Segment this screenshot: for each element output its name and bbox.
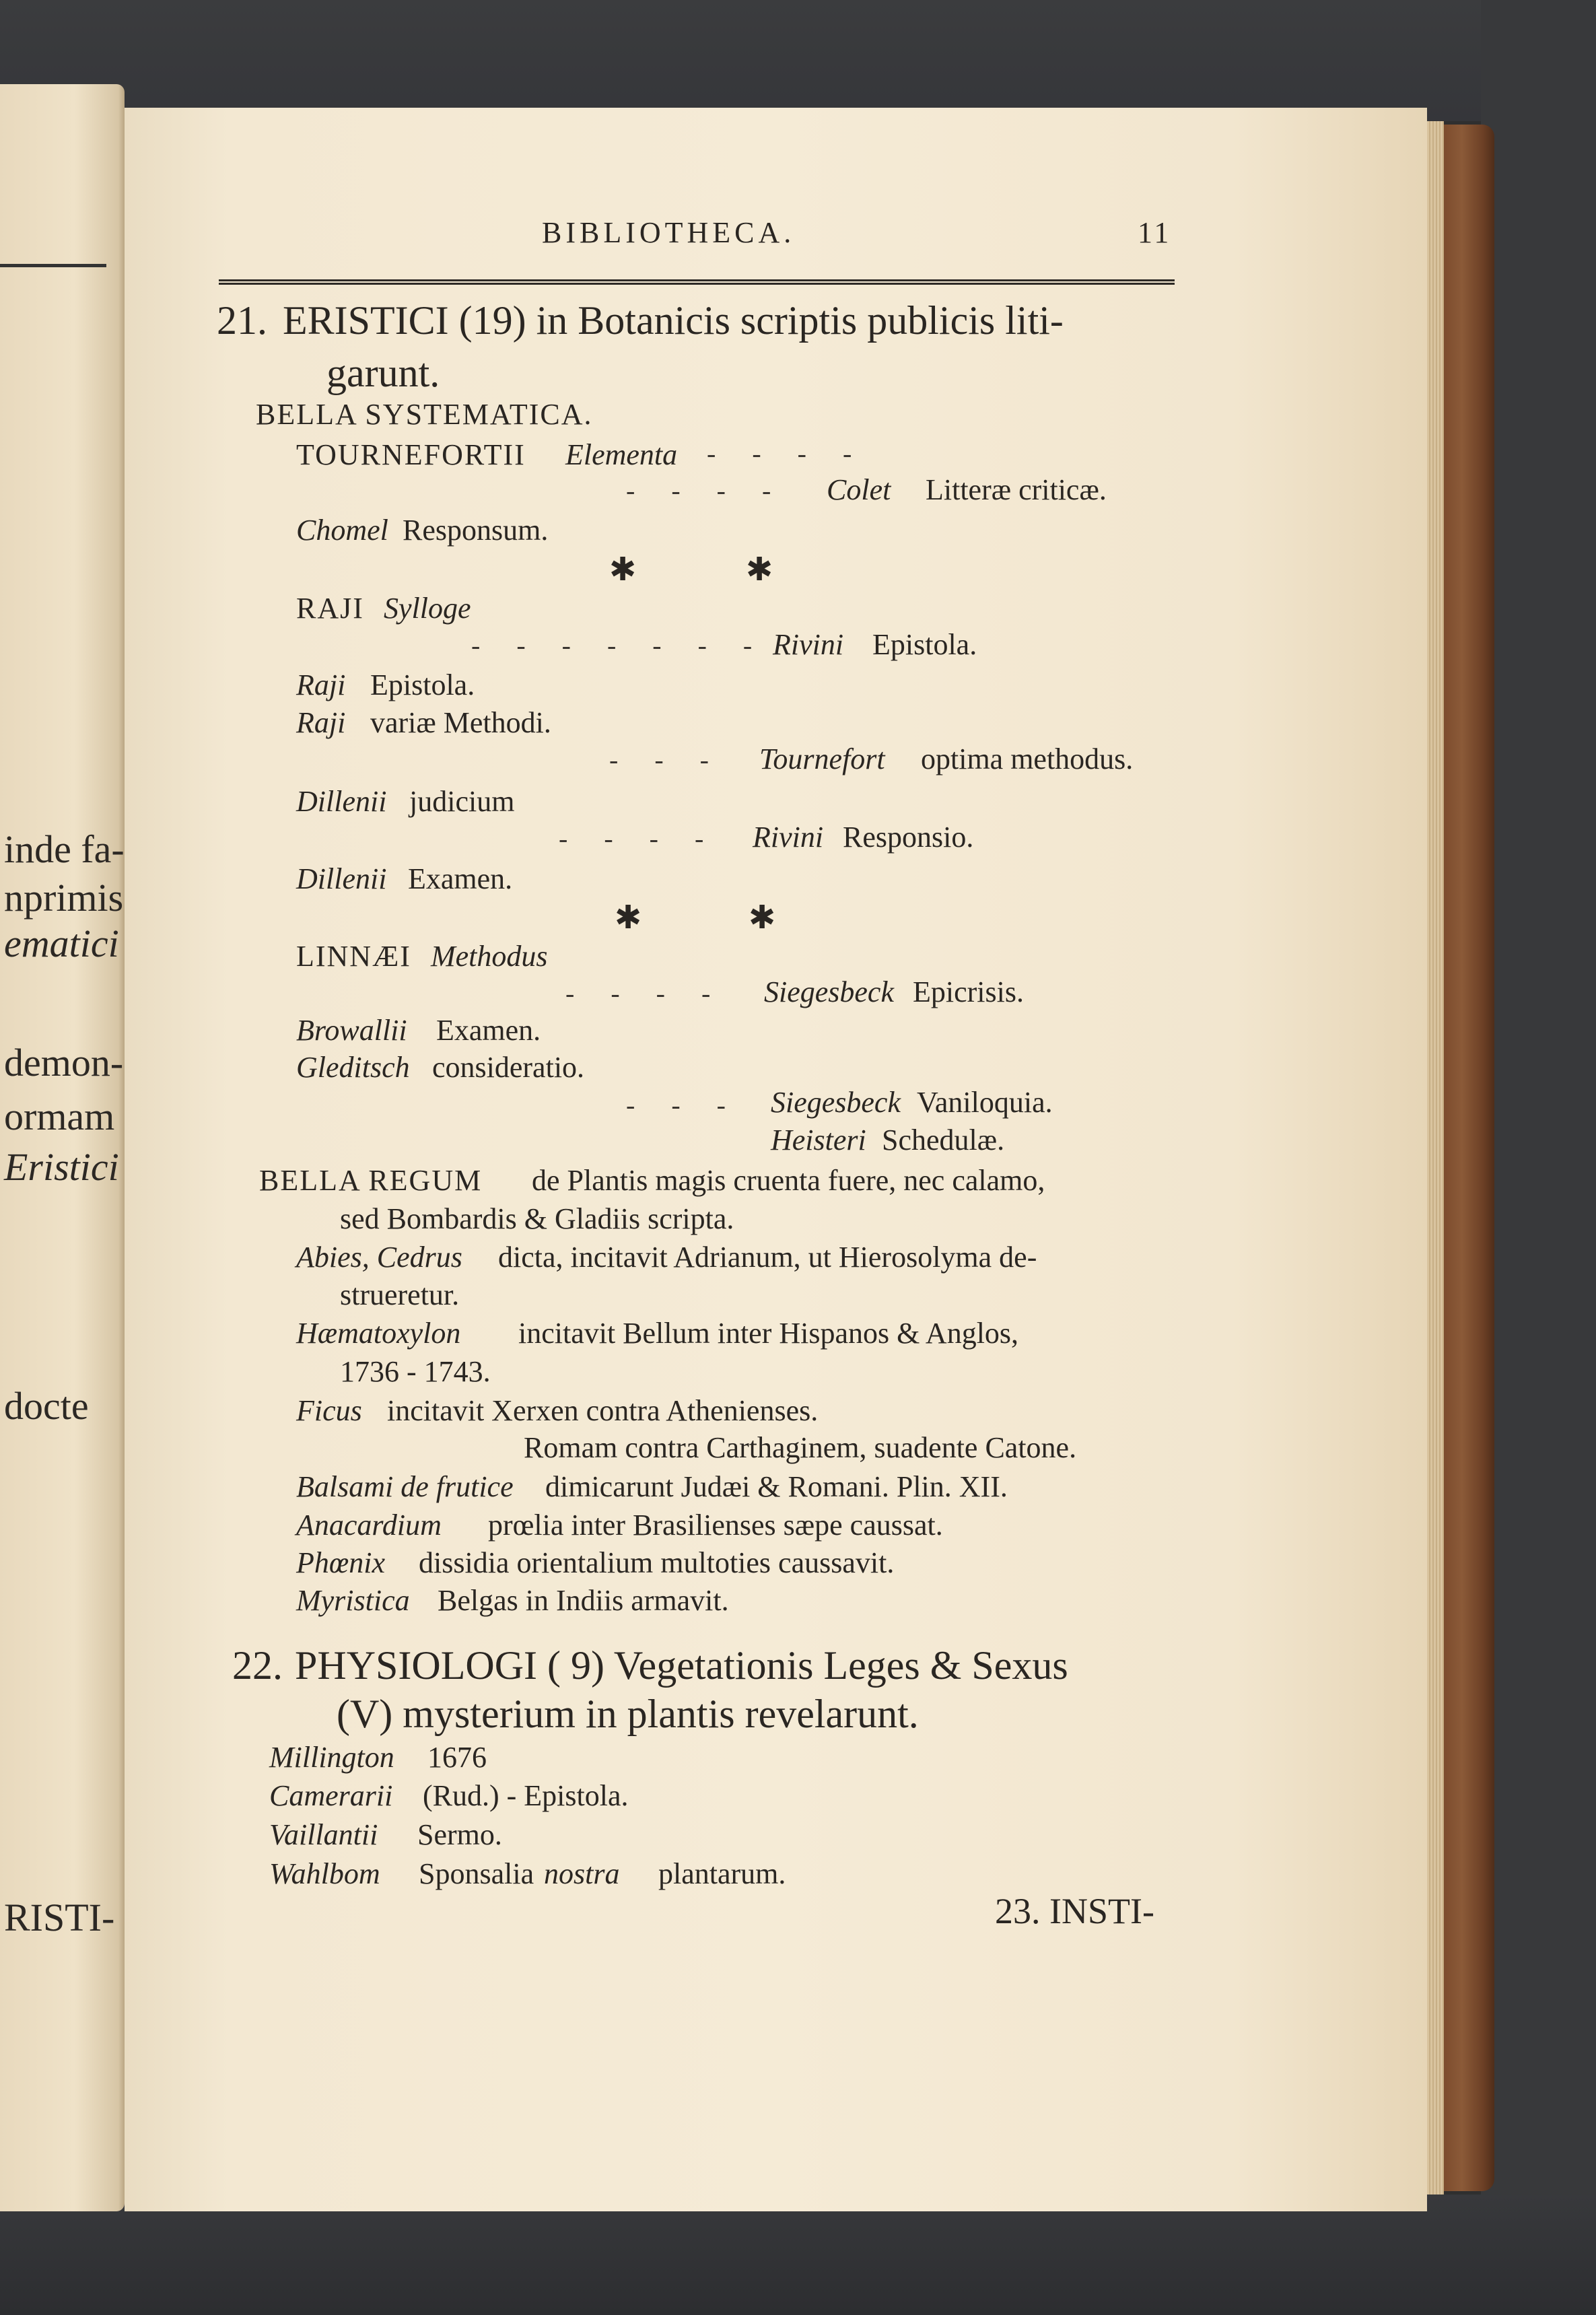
entry-title: Litteræ criticæ. — [926, 473, 1107, 506]
entry-author: RAJI — [296, 592, 364, 625]
subheading-bella-systematica: BELLA SYSTEMATICA. — [256, 398, 593, 431]
plant-name: Myristica — [296, 1584, 410, 1617]
entry-title: Examen. — [408, 862, 513, 895]
entry-title: (Rud.) - Epistola. — [423, 1779, 629, 1812]
asterism-star: ✱ — [746, 552, 773, 588]
plant-text: Belgas in Indiis armavit. — [438, 1584, 729, 1617]
asterism-star: ✱ — [749, 900, 776, 936]
entry-title: Responsum. — [403, 514, 549, 547]
entry-title: optima methodus. — [921, 742, 1134, 775]
bella-regum-text: de Plantis magis cruenta fuere, nec calamo, — [532, 1164, 1045, 1197]
entry-title: Responsio. — [843, 821, 974, 854]
plant-text: strueretur. — [340, 1278, 460, 1311]
entry-title: Sylloge — [384, 592, 471, 625]
header-rule — [219, 279, 1175, 285]
entry-author: Camerarii — [269, 1779, 393, 1812]
entry-title: plantarum. — [658, 1857, 786, 1890]
plant-text: dimicarunt Judæi & Romani. Plin. XII. — [545, 1470, 1008, 1503]
entry-author: Millington — [269, 1741, 394, 1774]
plant-name: Abies, Cedrus — [296, 1241, 462, 1274]
entry-author: Colet — [827, 473, 891, 506]
bella-regum-text: sed Bombardis & Gladiis scripta. — [340, 1202, 734, 1235]
background-right — [1481, 0, 1596, 2315]
left-page-rule — [0, 264, 106, 267]
entry-author: Siegesbeck — [771, 1086, 901, 1119]
leader-dots: - - - - — [565, 978, 726, 1008]
entry-author: Vaillantii — [269, 1818, 378, 1851]
entry-title: Elementa — [565, 438, 678, 471]
entry-author: Dillenii — [296, 785, 387, 818]
section-21-heading-cont: garunt. — [326, 351, 440, 395]
entry-author: Wahlbom — [269, 1857, 380, 1890]
plant-name: Anacardium — [296, 1509, 442, 1542]
entry-author: Dillenii — [296, 862, 387, 895]
section-21-number: 21. — [217, 298, 267, 343]
entry-title: Epistola. — [872, 628, 977, 661]
plant-text: incitavit Bellum inter Hispanos & Anglos, — [518, 1317, 1019, 1350]
entry-title: Sponsalia — [419, 1857, 534, 1890]
plant-text: prœlia inter Brasilienses sæpe caussat. — [488, 1509, 943, 1542]
entry-title: consideratio. — [432, 1051, 585, 1084]
left-fragment: demon- — [4, 1041, 124, 1084]
leader-dots: - - - - — [559, 823, 719, 854]
left-fragment: ematici — [4, 922, 119, 965]
left-fragment: RISTI- — [4, 1896, 115, 1939]
plant-text: incitavit Xerxen contra Athenienses. — [387, 1394, 819, 1427]
plant-name: Hæmatoxylon — [296, 1317, 461, 1350]
running-header: BIBLIOTHECA. — [542, 216, 796, 249]
plant-name: Ficus — [296, 1394, 362, 1427]
section-22-number: 22. — [232, 1643, 283, 1688]
leader-dots: - - - - — [626, 475, 786, 506]
entry-author: Rivini — [753, 821, 824, 854]
leader-dots: - - - — [626, 1090, 740, 1120]
leader-dots: - - - - — [707, 438, 867, 469]
entry-author: Tournefort — [759, 742, 885, 775]
left-fragment: nprimis — [4, 876, 124, 920]
left-fragment: ormam — [4, 1095, 115, 1138]
entry-title: Sermo. — [417, 1818, 502, 1851]
background-top — [0, 0, 1596, 121]
leader-dots: - - - - - - - — [471, 630, 767, 660]
entry-author: Heisteri — [771, 1124, 866, 1156]
leader-dots: - - - — [609, 745, 724, 775]
entry-author: Gleditsch — [296, 1051, 410, 1084]
plant-name: Phœnix — [296, 1546, 385, 1579]
entry-title: variæ Methodi. — [370, 706, 551, 739]
section-22-heading-cont: (V) mysterium in plantis revelarunt. — [337, 1692, 919, 1736]
section-22-heading: PHYSIOLOGI ( 9) Vegetationis Leges & Sexus — [295, 1643, 1068, 1688]
entry-author: Raji — [296, 706, 346, 739]
page-number: 11 — [1138, 216, 1172, 249]
plant-text: 1736 - 1743. — [340, 1355, 491, 1388]
entry-author: Browallii — [296, 1014, 407, 1047]
left-fragment: inde fa- — [4, 827, 125, 871]
plant-text: dicta, incitavit Adrianum, ut Hierosolyma de- — [498, 1241, 1037, 1274]
entry-title: Examen. — [436, 1014, 541, 1047]
plant-text: Romam contra Carthaginem, suadente Catone. — [524, 1431, 1077, 1464]
entry-author: TOURNEFORTII — [296, 438, 526, 471]
entry-author: Chomel — [296, 514, 388, 547]
entry-title: Epistola. — [370, 668, 475, 701]
entry-title: 1676 — [427, 1741, 487, 1774]
entry-title: Epicrisis. — [913, 975, 1024, 1008]
plant-name: Balsami de frutice — [296, 1470, 514, 1503]
left-fragment: Eristici — [4, 1145, 119, 1189]
entry-title: Methodus — [431, 940, 548, 973]
entry-title: nostra — [544, 1857, 620, 1890]
section-21-heading: ERISTICI (19) in Botanicis scriptis publicis liti- — [283, 298, 1064, 343]
entry-title: Vaniloquia. — [917, 1086, 1053, 1119]
entry-author: Siegesbeck — [764, 975, 894, 1008]
entry-title: judicium — [409, 785, 515, 818]
plant-text: dissidia orientalium multoties caussavit. — [419, 1546, 895, 1579]
left-fragment: docte — [4, 1384, 89, 1428]
book-cover-edge — [1441, 125, 1494, 2191]
entry-title: Schedulæ. — [882, 1124, 1005, 1156]
asterism-star: ✱ — [615, 900, 642, 936]
subheading-bella-regum: BELLA REGUM — [259, 1164, 483, 1197]
background-bottom — [0, 2195, 1596, 2315]
catchword: 23. INSTI- — [995, 1891, 1154, 1931]
entry-author: LINNÆI — [296, 940, 411, 973]
entry-author: Rivini — [773, 628, 844, 661]
asterism-star: ✱ — [609, 552, 637, 588]
entry-author: Raji — [296, 668, 346, 701]
